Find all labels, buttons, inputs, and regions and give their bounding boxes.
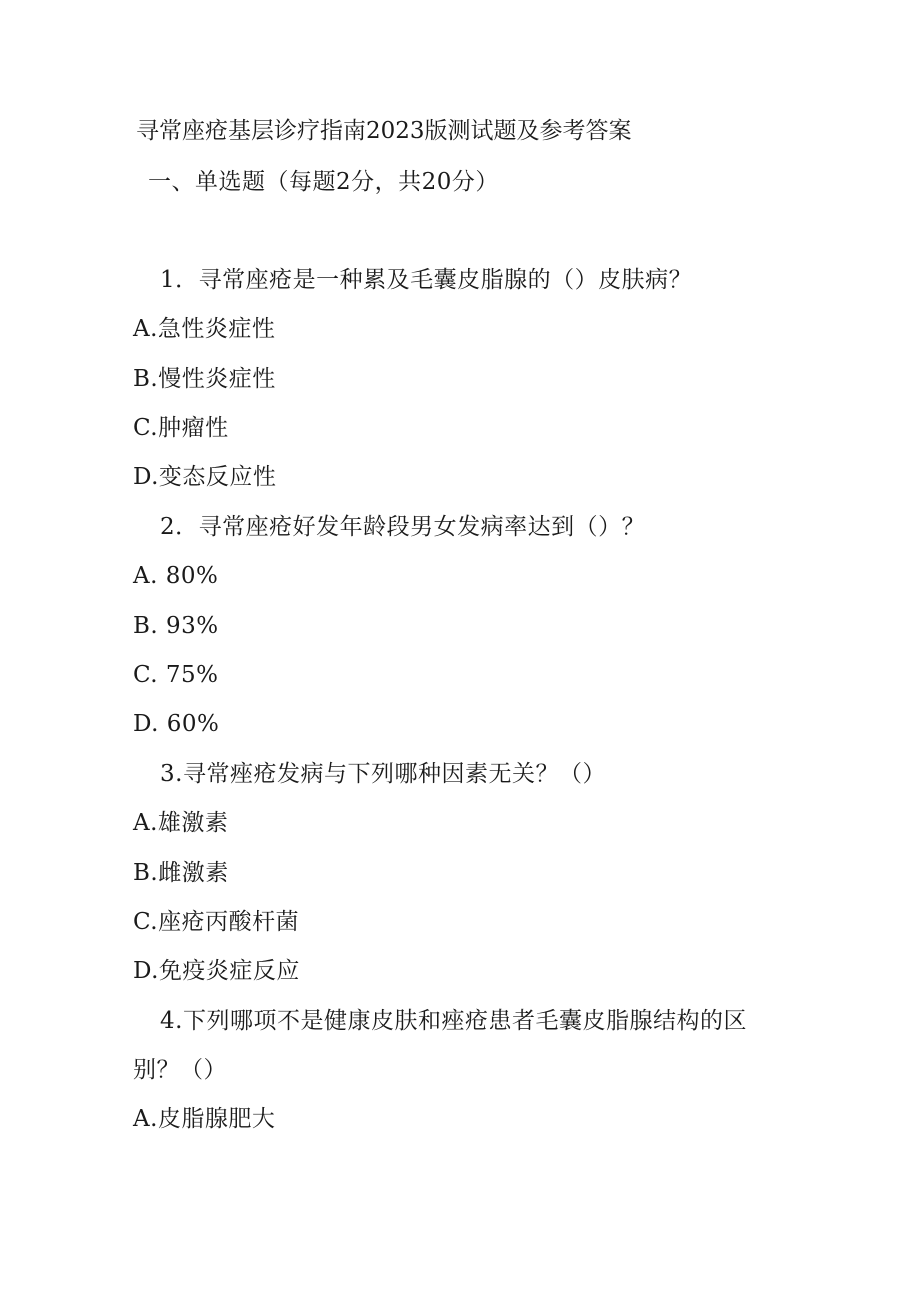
question-2-option-c: C. 75% [133,662,219,688]
question-4-stem-line-2: 别？（） [133,1057,227,1083]
question-3-option-d: D.免疫炎症反应 [133,958,300,984]
question-4-option-a: A.皮脂腺肥大 [133,1106,276,1132]
question-1-option-c: C.肿瘤性 [133,415,229,441]
question-1-option-a: A.急性炎症性 [133,316,276,342]
question-3-option-b: B.雌激素 [133,860,229,886]
question-1-stem: 1．寻常座疮是一种累及毛囊皮脂腺的（）皮肤病？ [160,267,693,293]
question-2-option-d: D. 60% [133,711,220,737]
question-3-option-a: A.雄激素 [133,810,229,836]
question-3-option-c: C.座疮丙酸杆菌 [133,909,300,935]
document-title: 寻常座疮基层诊疗指南2023版测试题及参考答案 [136,118,632,144]
question-2-option-b: B. 93% [133,613,219,639]
question-2-option-a: A. 80% [133,563,219,589]
section-heading: 一、单选题（每题2分，共20分） [148,169,499,195]
question-4-stem-line-1: 4.下列哪项不是健康皮肤和痤疮患者毛囊皮脂腺结构的区 [160,1008,747,1034]
question-3-stem: 3.寻常痤疮发病与下列哪种因素无关？（） [160,761,606,787]
question-1-option-b: B.慢性炎症性 [133,366,276,392]
question-1-option-d: D.变态反应性 [133,464,277,490]
question-2-stem: 2．寻常座疮好发年龄段男女发病率达到（）？ [160,514,646,540]
